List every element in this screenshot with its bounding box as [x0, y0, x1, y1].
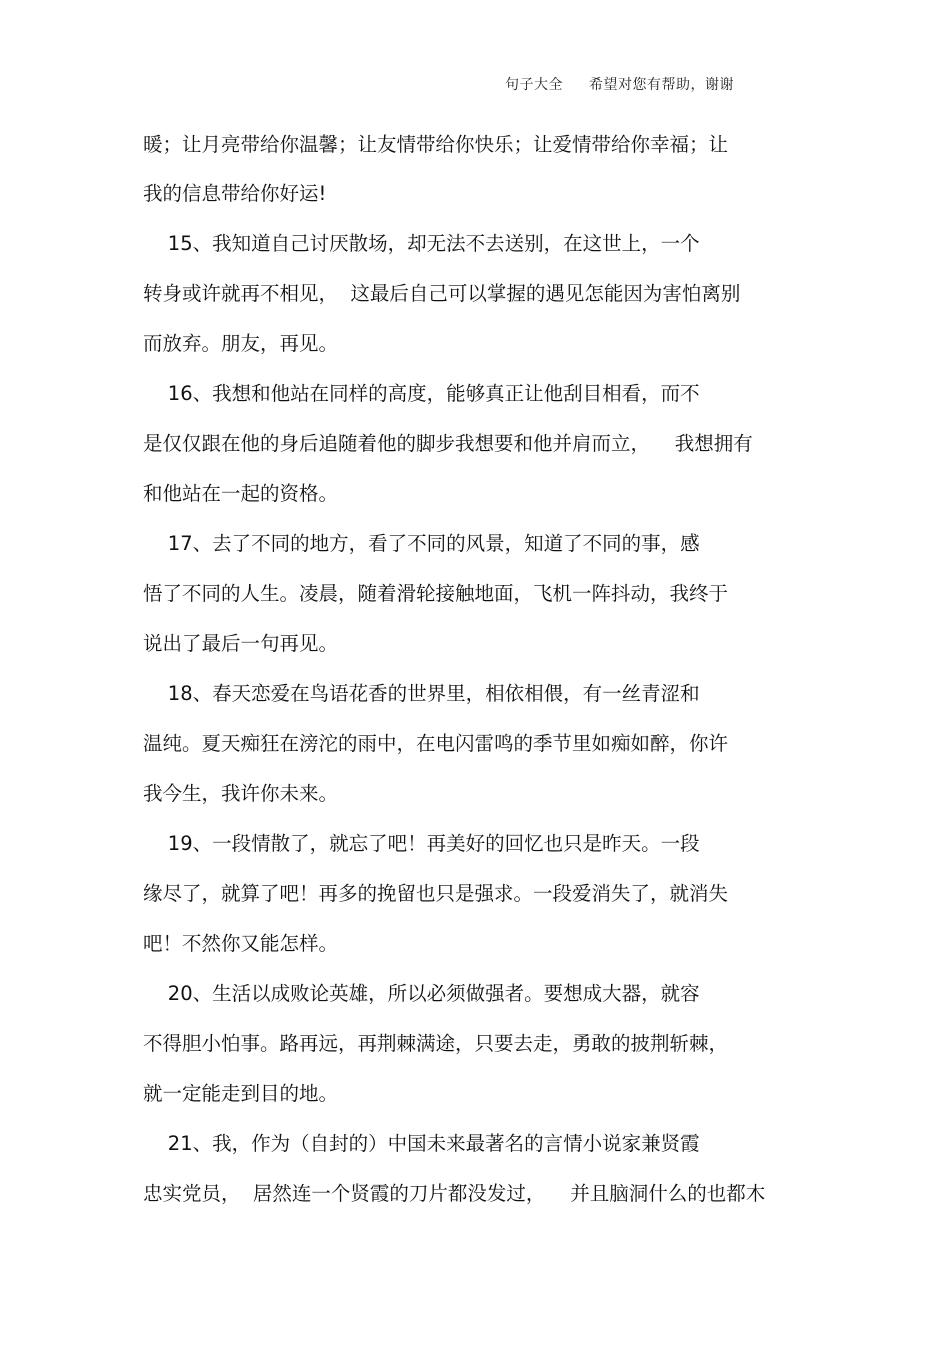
text-line: 我今生，我许你未来。 — [143, 782, 339, 805]
text-line: 我的信息带给你好运! — [143, 182, 327, 205]
text-line: 转身或许就再不相见， 这最后自己可以掌握的遇见怎能因为害怕离别 — [143, 282, 741, 305]
page-header — [505, 74, 734, 94]
header-note: 希望对您有帮助，谢谢 — [589, 77, 734, 93]
text-line: 缘尽了，就算了吧！再多的挽留也只是强求。一段爱消失了，就消失 — [143, 882, 729, 905]
text-line: 和他站在一起的资格。 — [143, 482, 339, 505]
text-line: 温纯。夏天痴狂在滂沱的雨中，在电闪雷鸣的季节里如痴如醉，你许 — [143, 732, 729, 755]
text-line: 是仅仅跟在他的身后追随着他的脚步我想要和他并肩而立， 我想拥有 — [143, 432, 753, 455]
text-line: 18、春天恋爱在鸟语花香的世界里，相依相偎，有一丝青涩和 — [143, 682, 700, 705]
text-line: 就一定能走到目的地。 — [143, 1082, 339, 1105]
text-line: 21、我，作为（自封的）中国未来最著名的言情小说家兼贤霞 — [143, 1132, 700, 1155]
text-line: 15、我知道自己讨厌散场，却无法不去送别，在这世上，一个 — [143, 232, 700, 255]
text-line: 20、生活以成败论英雄，所以必须做强者。要想成大器，就容 — [143, 982, 700, 1005]
text-line: 不得胆小怕事。路再远，再荆棘满途，只要去走，勇敢的披荆斩棘， — [143, 1032, 729, 1055]
text-line: 说出了最后一句再见。 — [143, 632, 339, 655]
text-line: 17、去了不同的地方，看了不同的风景，知道了不同的事，感 — [143, 532, 700, 555]
text-line: 19、一段情散了，就忘了吧！再美好的回忆也只是昨天。一段 — [143, 832, 700, 855]
text-line: 暖；让月亮带给你温馨；让友情带给你快乐；让爱情带给你幸福；让 — [143, 133, 729, 156]
text-line: 悟了不同的人生。凌晨，随着滑轮接触地面，飞机一阵抖动，我终于 — [143, 582, 729, 605]
text-line: 16、我想和他站在同样的高度，能够真正让他刮目相看，而不 — [143, 382, 700, 405]
text-line: 而放弃。朋友，再见。 — [143, 332, 339, 355]
header-site-name: 句子大全 — [505, 77, 563, 93]
text-line: 吧！不然你又能怎样。 — [143, 932, 339, 955]
text-line: 忠实党员， 居然连一个贤霞的刀片都没发过， 并且脑洞什么的也都木 — [143, 1182, 766, 1205]
